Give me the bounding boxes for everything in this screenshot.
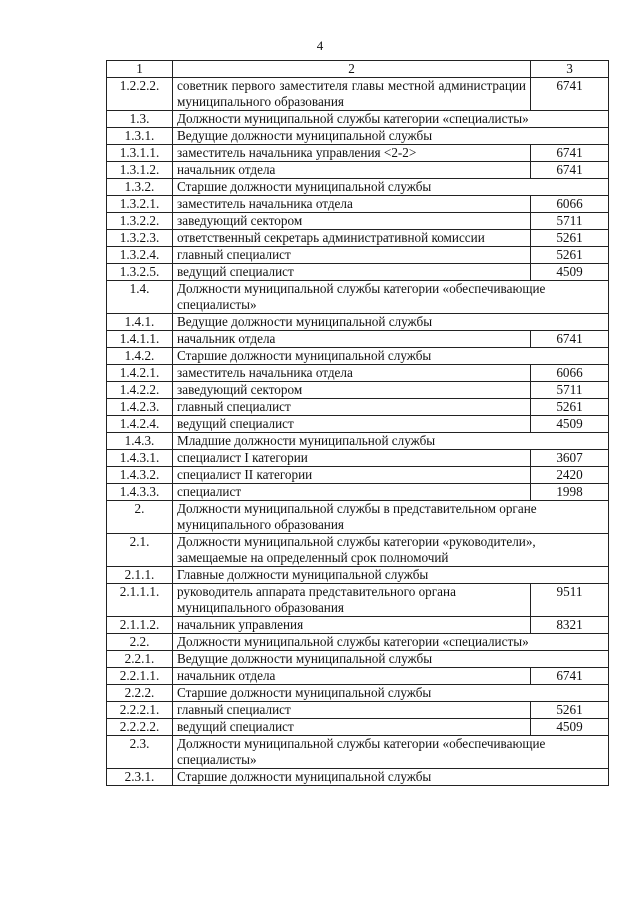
table-row	[107, 230, 609, 247]
position-name: Старшие должности муниципальной службы	[173, 685, 609, 702]
table-row	[107, 348, 609, 365]
table-row	[107, 501, 609, 534]
row-number: 1.4.3.3.	[107, 484, 173, 501]
table-row	[107, 719, 609, 736]
table-row	[107, 736, 609, 769]
position-name: Старшие должности муниципальной службы	[173, 769, 609, 786]
position-name: заместитель начальника отдела	[173, 365, 531, 382]
position-name: Должности муниципальной службы категории «обеспечивающие специалисты»	[173, 281, 609, 314]
row-number: 2.2.	[107, 634, 173, 651]
salary-value: 4509	[531, 416, 609, 433]
position-name: начальник отдела	[173, 162, 531, 179]
table-row	[107, 145, 609, 162]
position-name: руководитель аппарата представительного органа муниципального образования	[173, 584, 531, 617]
row-number: 2.1.1.1.	[107, 584, 173, 617]
table-header-row	[107, 61, 609, 78]
salary-value: 5261	[531, 702, 609, 719]
position-name: ведущий специалист	[173, 416, 531, 433]
table-row	[107, 314, 609, 331]
position-name: начальник управления	[173, 617, 531, 634]
position-name: специалист II категории	[173, 467, 531, 484]
position-name: ответственный секретарь административной комиссии	[173, 230, 531, 247]
row-number: 1.2.2.2.	[107, 78, 173, 111]
position-name: Старшие должности муниципальной службы	[173, 348, 609, 365]
row-number: 2.3.1.	[107, 769, 173, 786]
table-row	[107, 399, 609, 416]
position-name: заведующий сектором	[173, 213, 531, 230]
row-number: 1.3.1.	[107, 128, 173, 145]
table-row	[107, 331, 609, 348]
row-number: 2.1.1.2.	[107, 617, 173, 634]
column-header-3: 3	[531, 61, 609, 78]
salary-value: 2420	[531, 467, 609, 484]
table-row	[107, 634, 609, 651]
row-number: 2.1.1.	[107, 567, 173, 584]
row-number: 1.4.2.3.	[107, 399, 173, 416]
position-name: Должности муниципальной службы в представительном органе муниципального образования	[173, 501, 609, 534]
position-name: заведующий сектором	[173, 382, 531, 399]
row-number: 2.2.1.	[107, 651, 173, 668]
position-name: главный специалист	[173, 399, 531, 416]
salary-value: 9511	[531, 584, 609, 617]
table-row	[107, 281, 609, 314]
salary-value: 6741	[531, 668, 609, 685]
table-row	[107, 668, 609, 685]
position-name: начальник отдела	[173, 668, 531, 685]
salary-value: 6741	[531, 78, 609, 111]
row-number: 1.4.2.2.	[107, 382, 173, 399]
position-name: Младшие должности муниципальной службы	[173, 433, 609, 450]
row-number: 1.3.2.1.	[107, 196, 173, 213]
salary-value: 6066	[531, 196, 609, 213]
salary-value: 5261	[531, 399, 609, 416]
table-body	[107, 78, 609, 786]
position-name: Ведущие должности муниципальной службы	[173, 314, 609, 331]
table-row	[107, 213, 609, 230]
row-number: 1.4.3.1.	[107, 450, 173, 467]
column-header-1: 1	[107, 61, 173, 78]
table-row	[107, 264, 609, 281]
salary-value: 4509	[531, 719, 609, 736]
position-name: специалист	[173, 484, 531, 501]
salary-value: 1998	[531, 484, 609, 501]
row-number: 1.4.2.1.	[107, 365, 173, 382]
salary-value: 3607	[531, 450, 609, 467]
row-number: 1.4.1.	[107, 314, 173, 331]
salary-value: 6741	[531, 162, 609, 179]
table-row	[107, 179, 609, 196]
row-number: 1.3.2.3.	[107, 230, 173, 247]
table-row	[107, 584, 609, 617]
row-number: 2.2.2.2.	[107, 719, 173, 736]
position-name: заместитель начальника управления <2-2>	[173, 145, 531, 162]
row-number: 1.4.3.	[107, 433, 173, 450]
row-number: 1.3.2.5.	[107, 264, 173, 281]
position-name: специалист I категории	[173, 450, 531, 467]
row-number: 1.3.1.2.	[107, 162, 173, 179]
row-number: 1.3.1.1.	[107, 145, 173, 162]
position-name: советник первого заместителя главы местной администрации муниципального образования	[173, 78, 531, 111]
salary-value: 6741	[531, 331, 609, 348]
row-number: 2.2.1.1.	[107, 668, 173, 685]
table-row	[107, 78, 609, 111]
row-number: 1.4.2.	[107, 348, 173, 365]
row-number: 2.2.2.1.	[107, 702, 173, 719]
salary-value: 6066	[531, 365, 609, 382]
row-number: 1.3.	[107, 111, 173, 128]
salary-value: 4509	[531, 264, 609, 281]
column-header-2: 2	[173, 61, 531, 78]
table-row	[107, 382, 609, 399]
position-name: Старшие должности муниципальной службы	[173, 179, 609, 196]
table-row	[107, 685, 609, 702]
table-row	[107, 567, 609, 584]
position-name: главный специалист	[173, 247, 531, 264]
table-row	[107, 617, 609, 634]
row-number: 1.4.2.4.	[107, 416, 173, 433]
table-row	[107, 128, 609, 145]
salary-value: 5711	[531, 382, 609, 399]
row-number: 1.4.3.2.	[107, 467, 173, 484]
row-number: 1.4.	[107, 281, 173, 314]
position-name: Должности муниципальной службы категории «руководители», замещаемые на определенный срок полномочий	[173, 534, 609, 567]
table-row	[107, 702, 609, 719]
table-row	[107, 467, 609, 484]
table-row	[107, 162, 609, 179]
table-row	[107, 769, 609, 786]
row-number: 1.3.2.	[107, 179, 173, 196]
table-row	[107, 196, 609, 213]
table-row	[107, 111, 609, 128]
row-number: 1.3.2.4.	[107, 247, 173, 264]
page-number: 4	[316, 38, 324, 53]
positions-salary-table	[106, 60, 609, 786]
table-row	[107, 433, 609, 450]
table-row	[107, 450, 609, 467]
table-row	[107, 534, 609, 567]
position-name: Ведущие должности муниципальной службы	[173, 128, 609, 145]
salary-value: 5711	[531, 213, 609, 230]
table-row	[107, 365, 609, 382]
salary-value: 8321	[531, 617, 609, 634]
row-number: 1.3.2.2.	[107, 213, 173, 230]
row-number: 2.3.	[107, 736, 173, 769]
row-number: 2.	[107, 501, 173, 534]
salary-value: 6741	[531, 145, 609, 162]
table-row	[107, 651, 609, 668]
position-name: Главные должности муниципальной службы	[173, 567, 609, 584]
row-number: 2.2.2.	[107, 685, 173, 702]
row-number: 2.1.	[107, 534, 173, 567]
position-name: ведущий специалист	[173, 719, 531, 736]
row-number: 1.4.1.1.	[107, 331, 173, 348]
position-name: Должности муниципальной службы категории «обеспечивающие специалисты»	[173, 736, 609, 769]
salary-value: 5261	[531, 247, 609, 264]
position-name: ведущий специалист	[173, 264, 531, 281]
position-name: главный специалист	[173, 702, 531, 719]
position-name: Ведущие должности муниципальной службы	[173, 651, 609, 668]
table-row	[107, 247, 609, 264]
position-name: Должности муниципальной службы категории «специалисты»	[173, 634, 609, 651]
salary-value: 5261	[531, 230, 609, 247]
table-row	[107, 416, 609, 433]
position-name: начальник отдела	[173, 331, 531, 348]
position-name: Должности муниципальной службы категории «специалисты»	[173, 111, 609, 128]
position-name: заместитель начальника отдела	[173, 196, 531, 213]
table-row	[107, 484, 609, 501]
